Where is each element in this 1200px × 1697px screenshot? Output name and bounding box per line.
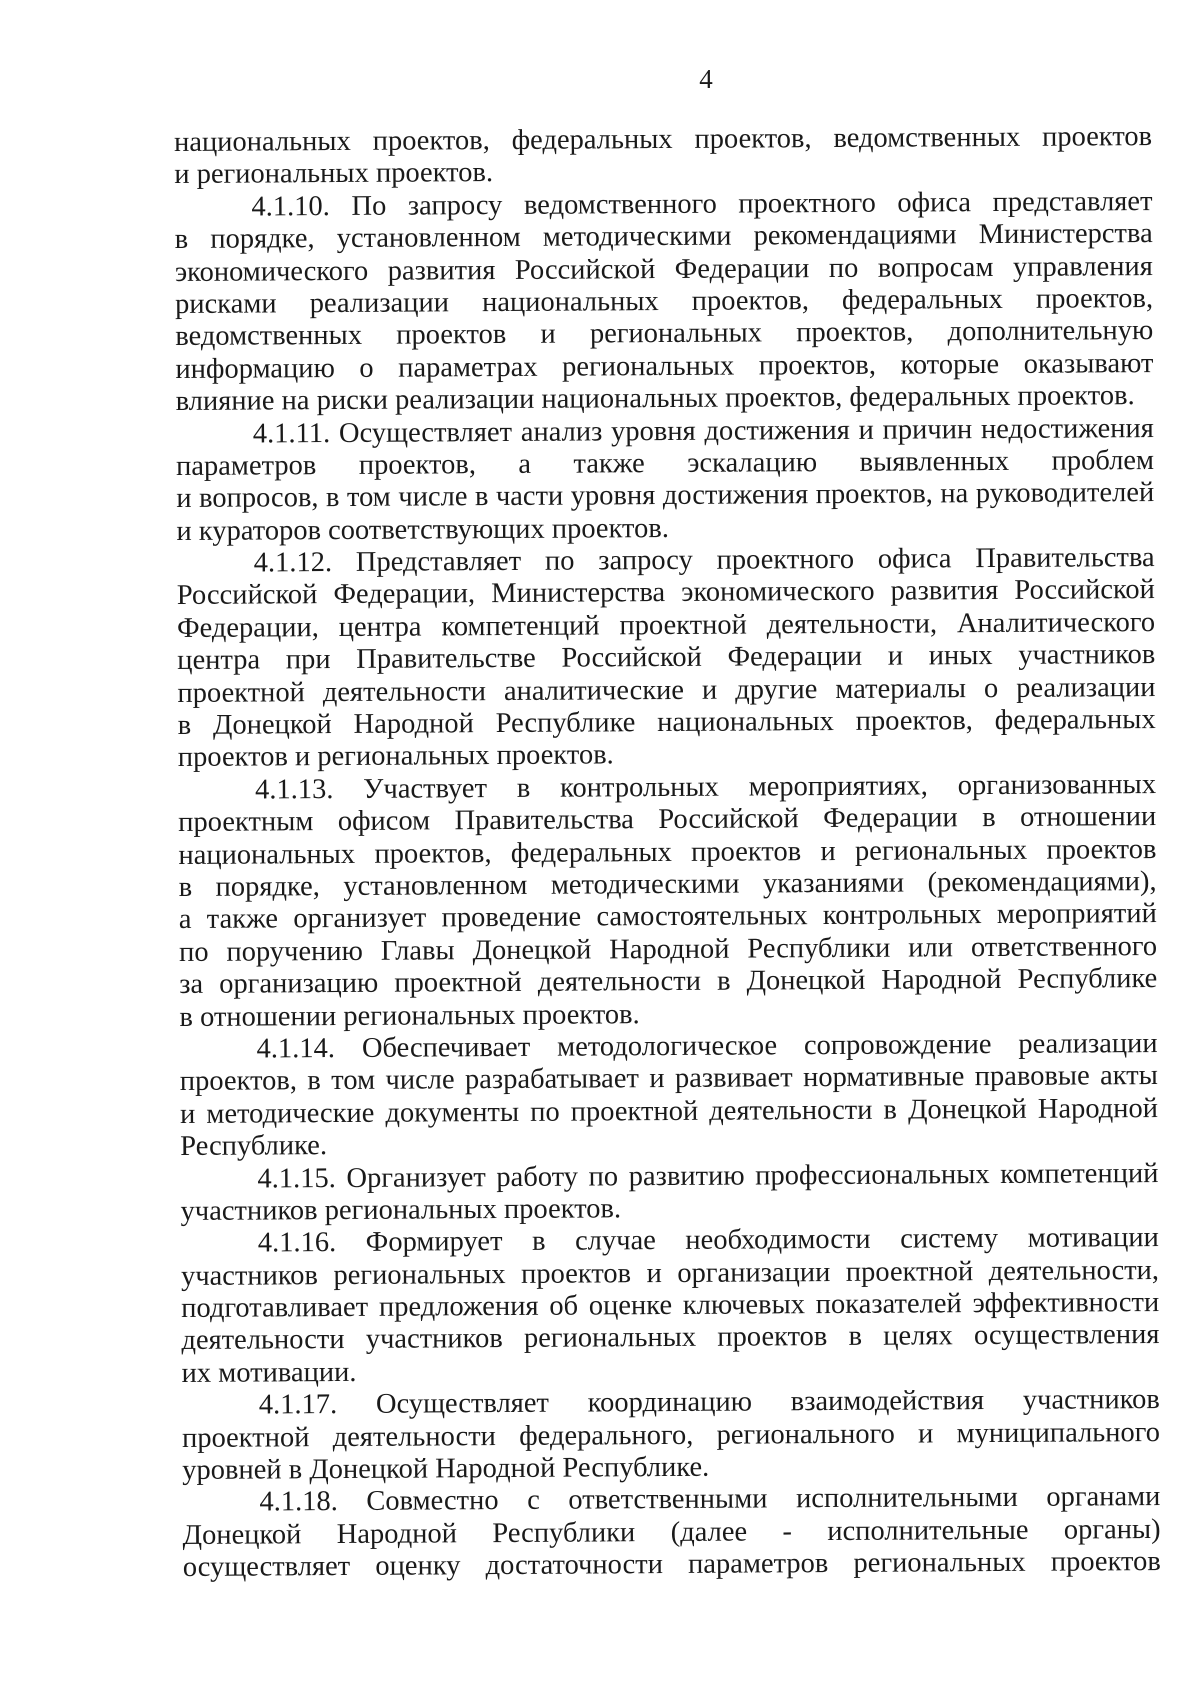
text-line: в отношении региональных проектов. — [179, 998, 640, 1033]
text-line: осуществляет оценку достаточности параметров региональных проектов — [182, 1546, 1161, 1584]
text-line: 4.1.17. Осуществляет координацию взаимодействия участников — [258, 1384, 1160, 1421]
text-line: Федерации, центра компетенций проектной деятельности, Аналитического — [176, 606, 1156, 644]
text-line: рисками реализации национальных проектов, федеральных проектов, — [174, 282, 1154, 320]
text-line: в порядке, установленном методическими рекомендациями Министерства — [174, 218, 1153, 256]
text-line: национальных проектов, федеральных проектов, ведомственных проектов — [174, 121, 1153, 158]
text-line: и методические документы по проектной деятельности в Донецкой Народной — [179, 1092, 1159, 1130]
text-line: а также организует проведение самостоятельных контрольных мероприятий — [178, 898, 1157, 936]
document-body — [174, 121, 1161, 1585]
text-line: по поручению Главы Донецкой Народной Республики или ответственного — [178, 930, 1158, 968]
text-line: экономического развития Российской Федерации по вопросам управления — [174, 250, 1153, 288]
text-line: 4.1.18. Совместно с ответственными исполнительными органами — [259, 1481, 1161, 1518]
text-line: проектным офисом Правительства Российской Федерации в отношении — [178, 801, 1157, 839]
text-line: участников региональных проектов и организации проектной деятельности, — [180, 1254, 1160, 1292]
text-line: проектов и региональных проектов. — [177, 739, 614, 774]
text-line: Республике. — [180, 1130, 328, 1163]
text-line: влияние на риски реализации национальных проектов, федеральных проектов. — [175, 380, 1135, 418]
text-line: 4.1.16. Формирует в случае необходимости систему мотивации — [257, 1222, 1159, 1259]
text-line: проектной деятельности федерального, регионального и муниципального — [181, 1416, 1161, 1454]
text-line: Российской Федерации, Министерства экономического развития Российской — [176, 574, 1155, 612]
text-line: параметров проектов, а также эскалацию выявленных проблем — [175, 444, 1155, 482]
text-line: деятельности участников региональных проектов в целях осуществления — [181, 1319, 1160, 1357]
text-line: участников региональных проектов. — [180, 1193, 622, 1227]
text-line: Донецкой Народной Республики (далее - исполнительные органы) — [182, 1513, 1161, 1551]
text-line: уровней в Донецкой Народной Республике. — [182, 1451, 710, 1486]
text-line: проектов, в том числе разрабатывает и развивает нормативные правовые акты — [179, 1060, 1158, 1098]
text-line: и кураторов соответствующих проектов. — [176, 512, 670, 547]
text-line: информацию о параметрах региональных проектов, которые оказывают — [175, 347, 1154, 385]
text-line: в порядке, установленном методическими указаниями (рекомендациями), — [178, 865, 1157, 903]
text-line: 4.1.10. По запросу ведомственного проектного офиса представляет — [251, 185, 1153, 223]
text-line: и региональных проектов. — [174, 157, 494, 191]
text-line: центра при Правительстве Российской Федерации и иных участников — [177, 639, 1156, 677]
text-line: национальных проектов, федеральных проектов и региональных проектов — [178, 833, 1157, 871]
text-line: за организацию проектной деятельности в Донецкой Народной Республике — [179, 963, 1158, 1001]
text-line: ведомственных проектов и региональных проектов, дополнительную — [175, 315, 1154, 353]
text-line: в Донецкой Народной Республике национальных проектов, федеральных — [177, 704, 1156, 742]
page-number: 4 — [699, 64, 713, 94]
text-line: 4.1.11. Осуществляет анализ уровня достижения и причин недостижения — [252, 412, 1154, 450]
text-line: их мотивации. — [181, 1356, 357, 1389]
text-line: 4.1.13. Участвует в контрольных мероприятиях, организованных — [254, 768, 1157, 806]
text-line: проектной деятельности аналитические и другие материалы о реализации — [177, 671, 1156, 709]
text-line: 4.1.14. Обеспечивает методологическое сопровождение реализации — [256, 1027, 1158, 1065]
text-line: и вопросов, в том числе в части уровня достижения проектов, на руководителей — [176, 477, 1155, 515]
text-line: подготавливает предложения об оценке ключевых показателей эффективности — [181, 1287, 1160, 1325]
text-line: 4.1.12. Представляет по запросу проектного офиса Правительства — [253, 542, 1155, 579]
text-line: 4.1.15. Организует работу по развитию профессиональных компетенций — [257, 1157, 1159, 1195]
